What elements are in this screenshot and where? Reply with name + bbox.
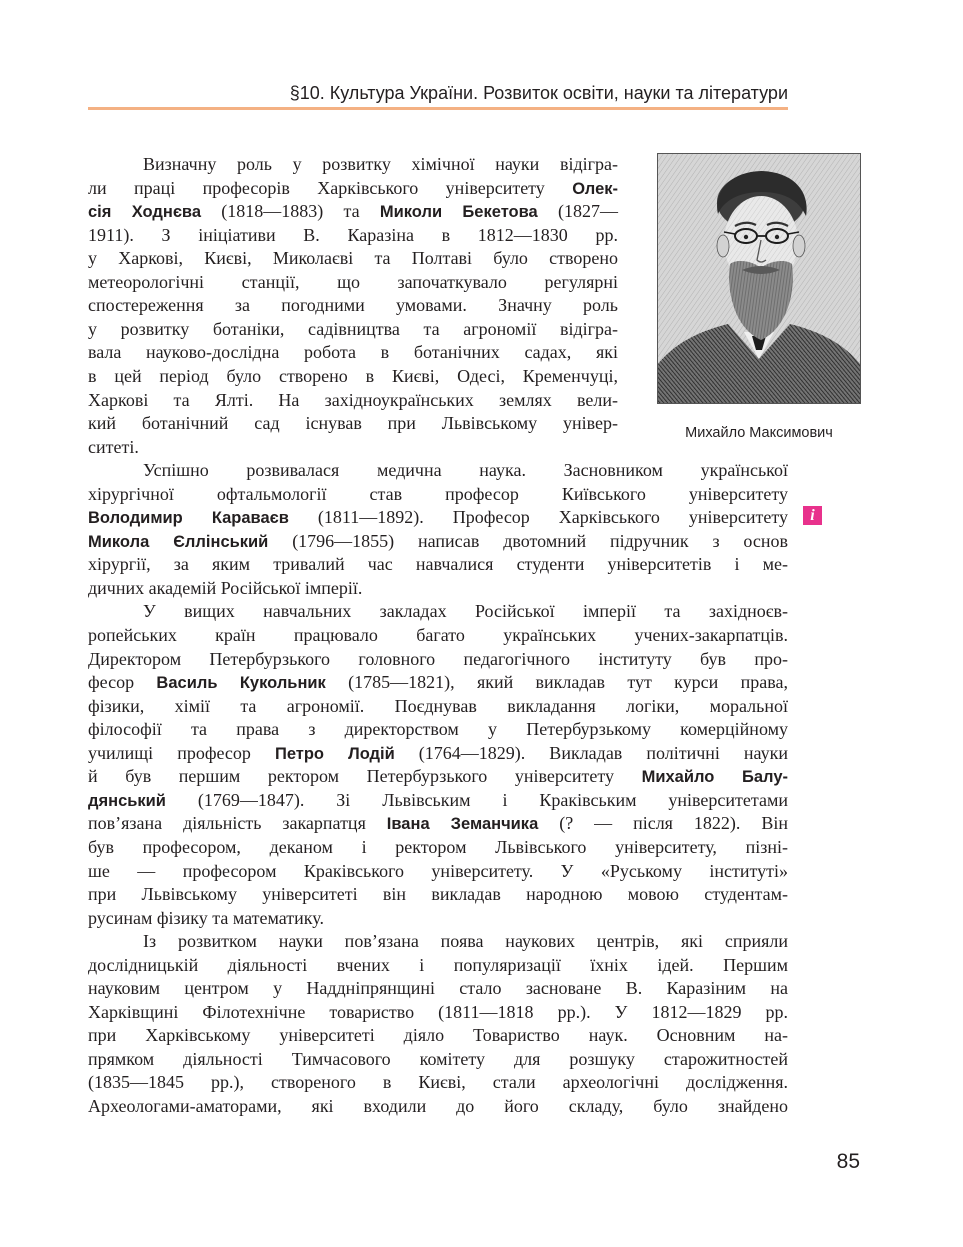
text-segment: при Львівському університеті він викладав народною мовою студентам-: [88, 884, 788, 905]
text-line: [88, 882, 788, 906]
text-segment: й був першим ректором Петербурзького університету: [88, 766, 642, 787]
text-segment: метеорологічні станції, що започаткувало регулярні: [88, 271, 618, 292]
text-line: [88, 293, 618, 317]
text-line: [88, 529, 788, 553]
bold-name: дянський: [88, 791, 166, 810]
text-line: [88, 223, 618, 247]
text-segment: при Харківському університеті діяло Товариство наук. Основним на-: [88, 1025, 788, 1046]
text-segment: Визначну роль у розвитку хімічної науки відігра-: [143, 154, 618, 174]
text-line: [88, 811, 788, 835]
text-line: [88, 717, 788, 741]
bold-name: сія Ходнєва: [88, 203, 202, 222]
text-line: [88, 552, 788, 576]
text-line: [88, 482, 788, 506]
text-line: [88, 340, 618, 364]
text-segment: Успішно розвивалася медична наука. Засновником української: [143, 460, 788, 481]
text-line: [88, 435, 618, 459]
text-segment: у Харкові, Києві, Миколаєві та Полтаві було створено: [88, 248, 618, 269]
text-segment: (1811—1892). Професор Харківського університету: [288, 507, 789, 528]
text-line: [88, 835, 788, 859]
header-rule: [88, 107, 788, 110]
text-line: [88, 1047, 788, 1071]
text-segment: Харкові та Ялті. На західноукраїнських землях вели-: [88, 389, 618, 410]
text-segment: Директором Петербурзького головного педагогічного інституту був про-: [88, 648, 788, 669]
text-segment: (1818—1883) та: [201, 201, 380, 222]
bold-name: Михайло Балу-: [641, 768, 788, 787]
page-number: 85: [836, 1150, 860, 1173]
portrait-caption: Михайло Максимович: [685, 425, 833, 441]
text-line: [88, 364, 618, 388]
text-segment: науковим центром у Наддніпрянщині стало засноване В. Каразіним на: [88, 978, 788, 999]
text-segment: у розвитку ботаніки, садівництва та агрономії відігра-: [88, 318, 618, 339]
text-line: [88, 859, 788, 883]
text-line: [143, 599, 788, 623]
text-line: [88, 788, 788, 812]
text-segment: (1835—1845 рр.), створеного в Києві, стали археологічні дослідження.: [88, 1072, 788, 1093]
text-line: [88, 623, 788, 647]
text-segment: (? — після 1822). Він: [538, 813, 788, 834]
bold-name: Володимир Караваєв: [88, 509, 289, 528]
text-segment: ше — професором Краківського університету. У «Руському інституті»: [88, 860, 788, 881]
text-segment: (1769—1847). Зі Львівським і Краківським університетами: [165, 789, 788, 810]
text-line: [88, 411, 618, 435]
text-line: [143, 152, 618, 176]
running-header: §10. Культура України. Розвиток освіти, науки та літератури: [289, 83, 788, 103]
text-line: [88, 694, 788, 718]
text-segment: спостереження за погодними умовами. Значну роль: [88, 295, 618, 316]
text-segment: хірургічної офтальмології став професор Київського університету: [88, 483, 788, 504]
text-line: [88, 199, 618, 223]
text-line: [88, 741, 788, 765]
text-segment: (1827—: [537, 201, 618, 222]
text-segment: пов’язана діяльність закарпатця: [88, 813, 387, 834]
text-line: [88, 1070, 788, 1094]
text-line: [88, 764, 788, 788]
portrait-image: [657, 153, 861, 404]
text-segment: (1796—1855) написав двотомний підручник з основ: [268, 530, 788, 551]
text-line: [88, 270, 618, 294]
text-segment: ситеті.: [88, 436, 139, 457]
text-segment: прямком діяльності Тимчасового комітету для розшуку старожитностей: [88, 1048, 788, 1069]
text-line: [88, 317, 618, 341]
bold-name: Івана Земанчика: [386, 815, 539, 834]
text-segment: дичних академій Російської імперії.: [88, 577, 363, 598]
text-segment: філософії та права з директорством у Петербурзькому комерційному: [88, 719, 788, 740]
text-segment: в цей період було створено в Києві, Одесі, Кременчуці,: [88, 365, 618, 386]
text-line: [88, 176, 618, 200]
text-segment: вала науково-дослідна робота в ботанічних садах, які: [88, 342, 618, 363]
text-segment: фізики, хімії та агрономії. Поєднував викладання логіки, моральної: [88, 695, 788, 716]
text-line: [88, 388, 618, 412]
text-segment: ропейських країн працювало багато українських учених-закарпатців.: [88, 625, 788, 645]
text-segment: Із розвитком науки пов’язана поява наукових центрів, які сприяли: [143, 931, 788, 952]
portrait-illustration: [658, 154, 860, 403]
text-line: [88, 976, 788, 1000]
text-segment: був професором, деканом і ректором Львівського університету, пізні-: [88, 836, 788, 857]
text-line: [88, 647, 788, 671]
text-segment: Харківщині Філотехнічне товариство (1811—1818 рр.). У 1812—1829 рр.: [88, 1001, 788, 1022]
text-segment: ли праці професорів Харківського університету: [88, 177, 573, 198]
bold-name: Микола Єллінський: [88, 532, 269, 551]
text-segment: училищі професор: [88, 742, 275, 763]
text-segment: кий ботанічний сад існував при Львівському універ-: [88, 413, 618, 434]
text-line: [88, 906, 788, 930]
text-line: [88, 576, 788, 600]
text-line: [143, 929, 788, 953]
text-segment: (1785—1821), який викладав тут курси права,: [325, 672, 788, 693]
text-line: [88, 1023, 788, 1047]
text-line: [88, 670, 788, 694]
text-segment: русинам фізику та математику.: [88, 907, 324, 928]
bold-name: Петро Лодій: [274, 744, 395, 763]
text-line: [88, 1094, 788, 1118]
bold-name: Василь Кукольник: [156, 674, 326, 693]
text-line: [88, 246, 618, 270]
text-segment: 1911). З ініціативи В. Каразіна в 1812—1830 рр.: [88, 224, 618, 245]
text-segment: хірургії, за яким тривалий час навчалися студенти університетів і ме-: [88, 554, 788, 575]
text-line: [88, 505, 788, 529]
bold-name: Миколи Бекетова: [379, 203, 538, 222]
text-segment: (1764—1829). Викладав політичні науки: [394, 742, 789, 763]
bold-name: Олек-: [572, 179, 618, 198]
text-line: [88, 1000, 788, 1024]
info-icon: i: [803, 506, 822, 525]
text-segment: дослідницькій діяльності вчених і популяризації їхніх ідей. Першим: [88, 954, 788, 975]
text-line: [88, 953, 788, 977]
text-segment: фесор: [88, 672, 157, 693]
text-segment: Археологами-аматорами, які входили до його складу, було знайдено: [88, 1096, 788, 1116]
text-line: [143, 458, 788, 482]
text-segment: У вищих навчальних закладах Російської імперії та західноєв-: [143, 601, 788, 622]
